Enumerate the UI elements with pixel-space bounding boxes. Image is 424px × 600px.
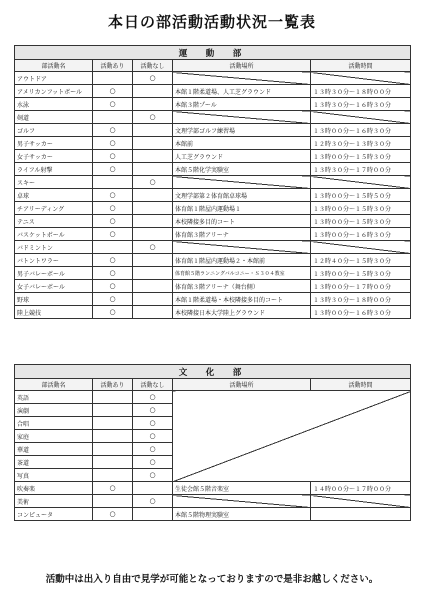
club-name-cell: バトントワラー: [15, 254, 93, 267]
club-name-cell: テニス: [15, 215, 93, 228]
activity-yes-cell: ○: [93, 293, 133, 306]
activity-yes-cell: ○: [93, 98, 133, 111]
activity-no-cell: [133, 163, 173, 176]
column-header: 活動場所: [173, 379, 311, 391]
activity-yes-cell: ○: [93, 85, 133, 98]
activity-no-cell: [133, 293, 173, 306]
table-row: [15, 189, 411, 202]
activity-no-cell: ○: [133, 241, 173, 254]
activity-no-cell: ○: [133, 111, 173, 124]
activity-yes-cell: [93, 430, 133, 443]
activity-yes-cell: ○: [93, 124, 133, 137]
club-name-cell: 女子サッカー: [15, 150, 93, 163]
activity-time-cell: １３時００分～１６時３０分: [311, 124, 411, 137]
activity-yes-cell: ○: [93, 508, 133, 521]
culture-section-row: [15, 365, 411, 379]
activity-no-cell: [133, 280, 173, 293]
club-name-cell: 女子バレーボール: [15, 280, 93, 293]
activity-no-cell: [133, 215, 173, 228]
activity-place-cell: [173, 176, 311, 189]
activity-no-cell: ○: [133, 404, 173, 417]
activity-place-cell: 人工芝グラウンド: [173, 150, 311, 163]
club-name-cell: 写真: [15, 469, 93, 482]
table-row: [15, 267, 411, 280]
activity-time-cell: １３時３０分～１７時００分: [311, 163, 411, 176]
activity-no-cell: ○: [133, 430, 173, 443]
sports-section-title: 運 動 部: [15, 46, 411, 60]
activity-place-cell: 文理学部第２体育館卓球場: [173, 189, 311, 202]
club-name-cell: スキー: [15, 176, 93, 189]
club-name-cell: 男子バレーボール: [15, 267, 93, 280]
club-name-cell: ライフル射撃: [15, 163, 93, 176]
club-name-cell: バスケットボール: [15, 228, 93, 241]
table-row: [15, 482, 411, 495]
club-name-cell: アウトドア: [15, 72, 93, 85]
activity-time-cell: １３時００分～１７時００分: [311, 280, 411, 293]
activity-yes-cell: [93, 495, 133, 508]
activity-place-cell: 本館前: [173, 137, 311, 150]
activity-place-cell: 本館１階柔道場・本校隣接多目的コート: [173, 293, 311, 306]
activity-place-cell: 体育館５階ランニングバルコニー・Ｓ３０４教室: [173, 267, 311, 280]
activity-yes-cell: ○: [93, 215, 133, 228]
activity-time-cell: [311, 508, 411, 521]
activity-no-cell: ○: [133, 443, 173, 456]
activity-time-cell: １３時００分～１６時３０分: [311, 306, 411, 319]
activity-no-cell: ○: [133, 72, 173, 85]
activity-yes-cell: ○: [93, 150, 133, 163]
activity-time-cell: １３時００分～１５時３０分: [311, 267, 411, 280]
club-name-cell: 水泳: [15, 98, 93, 111]
table-row: [15, 150, 411, 163]
activity-no-cell: [133, 508, 173, 521]
activity-time-cell: [311, 176, 411, 189]
activity-yes-cell: [93, 469, 133, 482]
activity-time-cell: １３時３０分～１６時３０分: [311, 98, 411, 111]
table-row: [15, 124, 411, 137]
activity-place-cell: [173, 72, 311, 85]
activity-time-cell: １２時３０分～１３時３０分: [311, 137, 411, 150]
footer-note: 活動中は出入り自由で見学が可能となっておりますので是非お越しください。: [45, 574, 379, 585]
activity-yes-cell: ○: [93, 228, 133, 241]
column-header: 部活動名: [15, 379, 93, 391]
activity-time-cell: １２時４０分～１５時３０分: [311, 254, 411, 267]
club-name-cell: 男子サッカー: [15, 137, 93, 150]
activity-yes-cell: ○: [93, 137, 133, 150]
activity-yes-cell: ○: [93, 163, 133, 176]
table-row: [15, 228, 411, 241]
activity-no-cell: [133, 85, 173, 98]
activity-time-cell: [311, 495, 411, 508]
activity-no-cell: ○: [133, 391, 173, 404]
table-row: [15, 98, 411, 111]
activity-yes-cell: ○: [93, 306, 133, 319]
activity-place-cell: 体育館１階屋内運動場２・本館前: [173, 254, 311, 267]
activity-no-cell: ○: [133, 417, 173, 430]
table-row: [15, 241, 411, 254]
activity-no-cell: [133, 228, 173, 241]
club-name-cell: 陸上競技: [15, 306, 93, 319]
activity-yes-cell: ○: [93, 189, 133, 202]
column-header: 活動時間: [311, 379, 411, 391]
column-header: 活動なし: [133, 60, 173, 72]
activity-yes-cell: [93, 417, 133, 430]
club-name-cell: 演劇: [15, 404, 93, 417]
activity-place-cell: 文理学部ゴルフ練習場: [173, 124, 311, 137]
activity-time-cell: [311, 72, 411, 85]
sports-section-row: [15, 46, 411, 60]
table-row: [15, 215, 411, 228]
club-name-cell: 剣道: [15, 111, 93, 124]
club-name-cell: 華道: [15, 443, 93, 456]
club-name-cell: 茶道: [15, 456, 93, 469]
club-name-cell: 野球: [15, 293, 93, 306]
activity-time-cell: １３時００分～１５時３０分: [311, 150, 411, 163]
activity-no-cell: [133, 254, 173, 267]
activity-place-cell: 本館５階物理実験室: [173, 508, 311, 521]
table-row: [15, 391, 411, 404]
club-name-cell: 家庭: [15, 430, 93, 443]
activity-yes-cell: [93, 111, 133, 124]
activity-no-cell: [133, 482, 173, 495]
column-header: 部活動名: [15, 60, 93, 72]
club-name-cell: 美術: [15, 495, 93, 508]
activity-time-cell: １３時３０分～１８時００分: [311, 293, 411, 306]
table-row: [15, 85, 411, 98]
activity-no-cell: ○: [133, 495, 173, 508]
club-name-cell: バドミントン: [15, 241, 93, 254]
activity-place-cell: 本校隣接多目的コート: [173, 215, 311, 228]
activity-time-cell: １３時００分～１５時５０分: [311, 189, 411, 202]
activity-place-cell: 体育館３階アリーナ: [173, 228, 311, 241]
club-name-cell: 合唱: [15, 417, 93, 430]
table-row: [15, 306, 411, 319]
activity-place-cell: 本館３階プール: [173, 98, 311, 111]
club-name-cell: チアリーディング: [15, 202, 93, 215]
table-row: [15, 163, 411, 176]
table-row: [15, 280, 411, 293]
activity-yes-cell: ○: [93, 254, 133, 267]
column-header: 活動時間: [311, 60, 411, 72]
activity-time-cell: １３時００分～１６時３０分: [311, 228, 411, 241]
table-row: [15, 137, 411, 150]
activity-time-cell: [311, 241, 411, 254]
activity-no-cell: [133, 189, 173, 202]
activity-yes-cell: ○: [93, 202, 133, 215]
table-row: [15, 508, 411, 521]
column-header: 活動あり: [93, 379, 133, 391]
activity-place-cell: 本校隣接日本大学陸上グラウンド: [173, 306, 311, 319]
table-row: [15, 111, 411, 124]
activity-time-cell: １３時３０分～１８時００分: [311, 85, 411, 98]
table-row: [15, 293, 411, 306]
club-name-cell: コンピュータ: [15, 508, 93, 521]
club-name-cell: 卓球: [15, 189, 93, 202]
club-name-cell: 英語: [15, 391, 93, 404]
club-name-cell: 吹奏楽: [15, 482, 93, 495]
activity-no-cell: [133, 98, 173, 111]
activity-no-cell: [133, 306, 173, 319]
activity-no-cell: [133, 150, 173, 163]
activity-yes-cell: ○: [93, 482, 133, 495]
activity-yes-cell: ○: [93, 267, 133, 280]
sports-header-row: [15, 60, 411, 72]
activity-yes-cell: [93, 72, 133, 85]
table-row: [15, 202, 411, 215]
sports-club-table: [14, 45, 411, 319]
activity-time-cell: １３時００分～１５時３０分: [311, 202, 411, 215]
club-name-cell: アメリカンフットボール: [15, 85, 93, 98]
activity-no-cell: [133, 124, 173, 137]
activity-no-cell: [133, 137, 173, 150]
activity-yes-cell: ○: [93, 280, 133, 293]
activity-no-cell: ○: [133, 469, 173, 482]
column-header: 活動なし: [133, 379, 173, 391]
activity-place-cell: 生徒会館５階音楽室: [173, 482, 311, 495]
culture-header-row: [15, 379, 411, 391]
culture-section-title: 文 化 部: [15, 365, 411, 379]
activity-yes-cell: [93, 404, 133, 417]
table-row: [15, 176, 411, 189]
activity-place-cell: 本館５階化学実験室: [173, 163, 311, 176]
activity-yes-cell: [93, 241, 133, 254]
activity-no-cell: [133, 202, 173, 215]
activity-place-cell: [173, 241, 311, 254]
activity-yes-cell: [93, 391, 133, 404]
column-header: 活動あり: [93, 60, 133, 72]
table-row: [15, 254, 411, 267]
table-row: [15, 495, 411, 508]
activity-no-cell: [133, 267, 173, 280]
column-header: 活動場所: [173, 60, 311, 72]
activity-yes-cell: [93, 443, 133, 456]
blank-diagonal-cell: [173, 391, 411, 482]
activity-place-cell: [173, 495, 311, 508]
activity-time-cell: １４時００分～１７時００分: [311, 482, 411, 495]
table-row: [15, 72, 411, 85]
activity-yes-cell: [93, 176, 133, 189]
activity-no-cell: ○: [133, 176, 173, 189]
activity-place-cell: [173, 111, 311, 124]
activity-place-cell: 体育館１階屋内運動場１: [173, 202, 311, 215]
culture-club-table: [14, 364, 411, 521]
activity-place-cell: 体育館３階アリーナ（舞台側）: [173, 280, 311, 293]
activity-place-cell: 本館１階柔道場、人工芝グラウンド: [173, 85, 311, 98]
activity-time-cell: [311, 111, 411, 124]
club-name-cell: ゴルフ: [15, 124, 93, 137]
activity-no-cell: ○: [133, 456, 173, 469]
page-title: 本日の部活動活動状況一覧表: [107, 13, 316, 31]
activity-yes-cell: [93, 456, 133, 469]
activity-time-cell: １３時００分～１５時３０分: [311, 215, 411, 228]
